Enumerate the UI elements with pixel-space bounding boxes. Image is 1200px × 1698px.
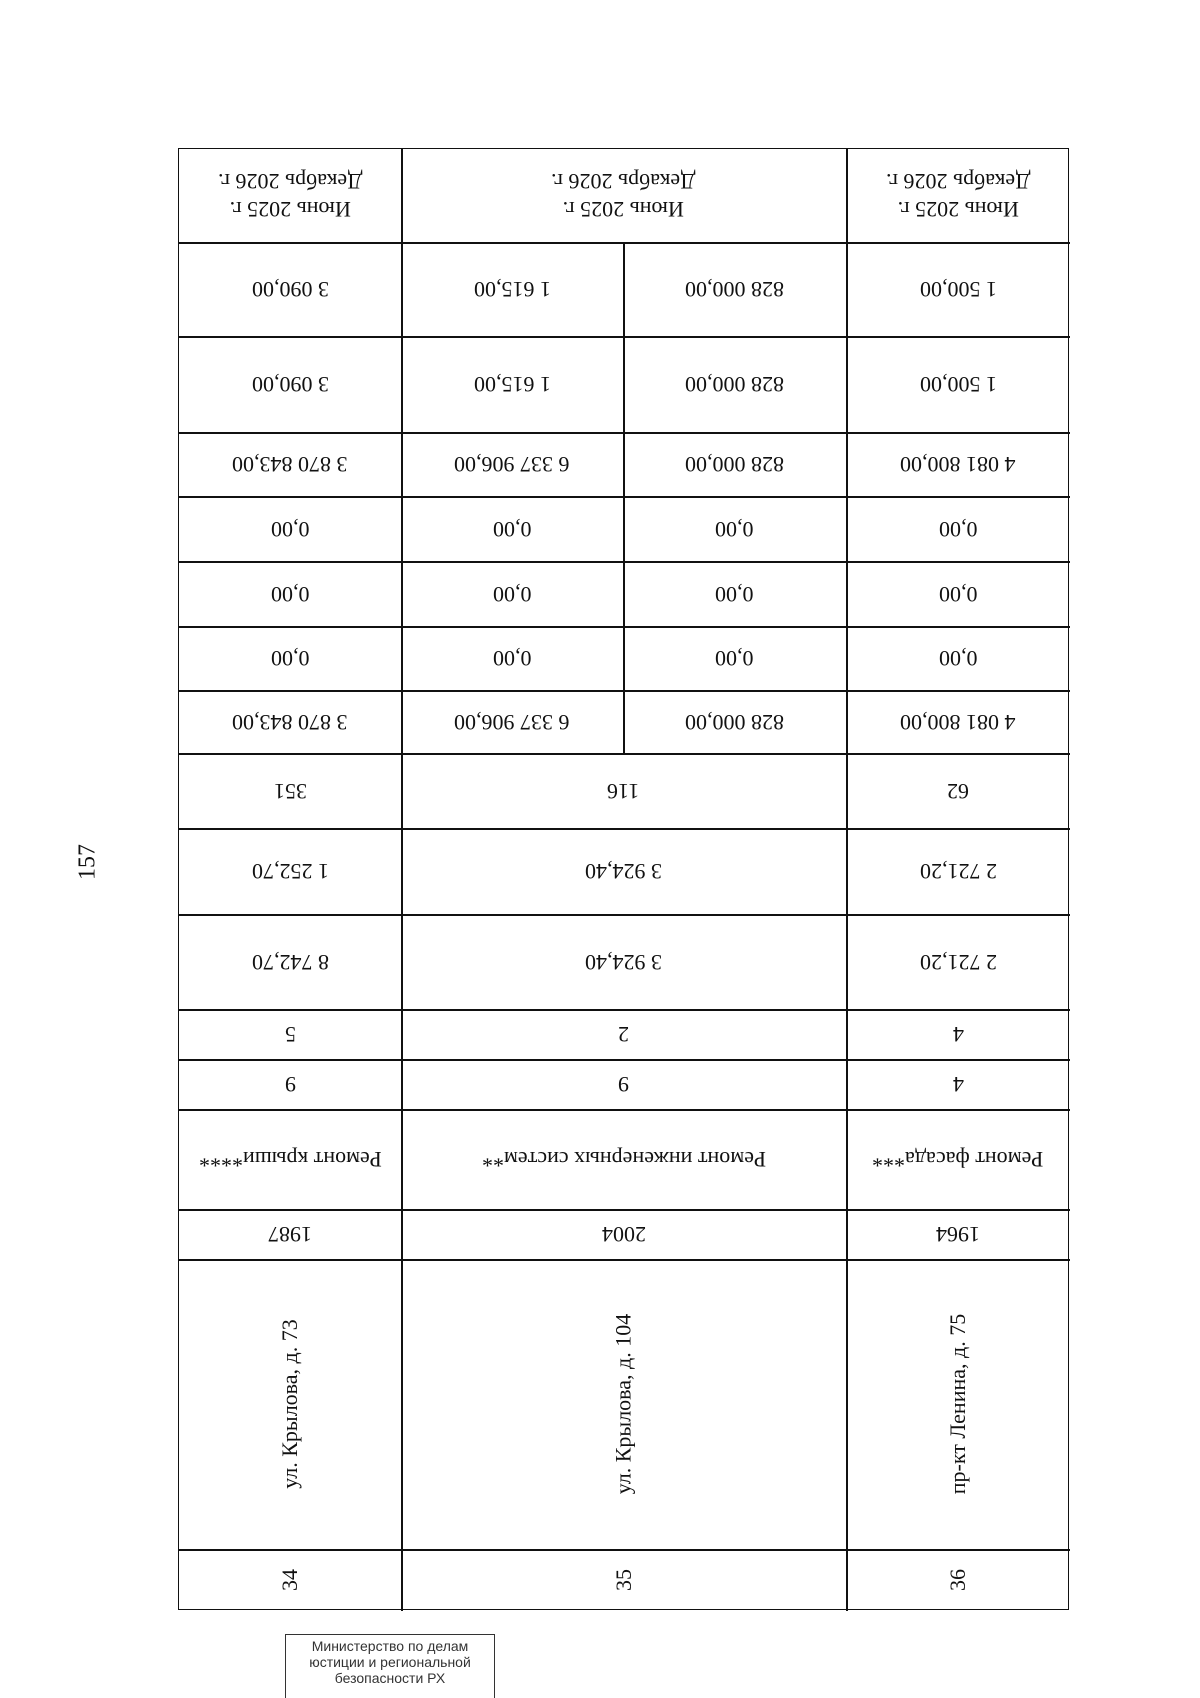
col-a (846, 1059, 1070, 1109)
area-total (846, 914, 1070, 1009)
area-living (846, 828, 1070, 914)
stamp-line-1: Министерство по делам (311, 1638, 469, 1654)
zero3-b (623, 496, 846, 561)
col-b (179, 1009, 401, 1059)
year (179, 1209, 401, 1259)
address (846, 1259, 1070, 1549)
unit-text: 3 090,00 (251, 372, 329, 397)
col-b-text: 5 (284, 1022, 296, 1047)
row-number-text: 35 (610, 1569, 636, 1591)
cost-total (846, 690, 1070, 753)
owner-a (401, 432, 623, 496)
zero2 (179, 561, 401, 626)
limit-b (623, 242, 846, 336)
col-b (401, 1009, 846, 1059)
zero3-text: 0,00 (270, 516, 310, 542)
zero1-b-text: 0,00 (715, 646, 754, 671)
cost-total-text: 4 081 800,00 (900, 709, 1016, 735)
zero3 (846, 496, 1070, 561)
row-number (401, 1549, 846, 1611)
limit-a (401, 242, 623, 336)
year-text: 2004 (601, 1222, 646, 1247)
residents-text: 116 (607, 778, 640, 804)
zero1-a-text: 0,00 (492, 646, 532, 671)
area-total-text: 3 924,40 (585, 949, 662, 975)
residents-text: 351 (273, 778, 307, 804)
cost-total-b (623, 690, 846, 753)
zero1-b (623, 626, 846, 690)
zero3 (179, 496, 401, 561)
page-number: 157 (74, 844, 101, 880)
unit-a (401, 336, 623, 432)
work-text: Ремонт инженерных систем** (481, 1147, 766, 1172)
zero2 (846, 561, 1070, 626)
address-text: пр-кт Ленина, д. 75 (945, 1313, 970, 1495)
row-number (179, 1549, 401, 1611)
area-total-text: 8 742,70 (251, 949, 329, 975)
cost-total-a (401, 690, 623, 753)
area-total (401, 914, 846, 1009)
owner (846, 432, 1070, 496)
address (179, 1259, 401, 1549)
zero1-text: 0,00 (938, 646, 978, 671)
limit-text: 1 500,00 (919, 277, 997, 302)
cost-total (179, 690, 401, 753)
address-text: ул. Крылова, д. 73 (276, 1319, 302, 1489)
area-living-text: 2 721,20 (919, 859, 997, 884)
period (401, 149, 846, 242)
zero1 (179, 626, 401, 690)
col-a (401, 1059, 846, 1109)
row-number (846, 1549, 1070, 1611)
residents-text: 62 (947, 778, 969, 804)
owner (179, 432, 401, 496)
limit (179, 242, 401, 336)
period-text: Июнь 2025 г. Декабрь 2026 г. (217, 169, 363, 222)
work (179, 1109, 401, 1209)
address (401, 1259, 846, 1549)
cost-total-a-text: 6 337 906,00 (454, 709, 570, 735)
work (401, 1109, 846, 1209)
limit-b-text: 828 000,00 (685, 277, 784, 302)
col-a-text: 4 (952, 1072, 964, 1097)
address-text: ул. Крылова, д. 104 (610, 1313, 636, 1495)
work (846, 1109, 1070, 1209)
limit-a-text: 1 615,00 (473, 277, 551, 302)
col-b-text: 4 (952, 1022, 964, 1047)
zero1 (846, 626, 1070, 690)
zero2-a-text: 0,00 (492, 581, 532, 607)
year-text: 1987 (268, 1222, 312, 1247)
year-text: 1964 (936, 1222, 980, 1247)
unit (846, 336, 1070, 432)
row-number-text: 34 (277, 1569, 302, 1591)
period (846, 149, 1070, 242)
limit-text: 3 090,00 (251, 277, 329, 302)
year (401, 1209, 846, 1259)
zero2-b-text: 0,00 (715, 581, 754, 607)
row-number-text: 36 (945, 1569, 970, 1591)
unit (179, 336, 401, 432)
period (179, 149, 401, 242)
work-text: Ремонт крыши**** (198, 1147, 382, 1172)
zero1-text: 0,00 (270, 646, 310, 671)
owner-b (623, 432, 846, 496)
col-a-text: 9 (284, 1072, 296, 1097)
owner-text: 3 870 843,00 (232, 452, 348, 477)
residents (401, 753, 846, 828)
cost-total-text: 3 870 843,00 (232, 709, 348, 735)
residents (846, 753, 1070, 828)
col-a-text: 9 (618, 1072, 629, 1097)
stamp-line-2: юстиции и региональной (309, 1654, 471, 1671)
unit-a-text: 1 615,00 (473, 372, 551, 397)
area-total-text: 2 721,20 (919, 949, 997, 975)
stamp-line-3: безопасности РХ (334, 1670, 446, 1687)
zero3-a-text: 0,00 (492, 516, 532, 542)
zero2-text: 0,00 (938, 581, 978, 607)
owner-b-text: 828 000,00 (685, 452, 784, 477)
col-b-text: 2 (618, 1022, 629, 1047)
residents (179, 753, 401, 828)
zero3-a (401, 496, 623, 561)
zero1-a (401, 626, 623, 690)
cost-total-b-text: 828 000,00 (685, 709, 784, 735)
work-text: Ремонт фасада*** (872, 1147, 1044, 1172)
area-total (179, 914, 401, 1009)
year (846, 1209, 1070, 1259)
zero2-a (401, 561, 623, 626)
zero2-text: 0,00 (270, 581, 310, 607)
limit (846, 242, 1070, 336)
period-text: Июнь 2025 г. Декабрь 2026 г. (885, 169, 1031, 222)
capital-repair-table (178, 148, 1069, 1610)
col-a (179, 1059, 401, 1109)
area-living-text: 3 924,40 (585, 859, 662, 884)
unit-b (623, 336, 846, 432)
owner-text: 4 081 800,00 (900, 452, 1016, 477)
unit-text: 1 500,00 (919, 372, 997, 397)
area-living-text: 1 252,70 (251, 859, 329, 884)
period-text: Июнь 2025 г. Декабрь 2026 г. (551, 169, 696, 222)
unit-b-text: 828 000,00 (685, 372, 784, 397)
ministry-stamp (285, 1634, 495, 1698)
zero2-b (623, 561, 846, 626)
col-b (846, 1009, 1070, 1059)
zero3-text: 0,00 (938, 516, 978, 542)
area-living (401, 828, 846, 914)
area-living (179, 828, 401, 914)
zero3-b-text: 0,00 (715, 516, 754, 542)
owner-a-text: 6 337 906,00 (454, 452, 570, 477)
